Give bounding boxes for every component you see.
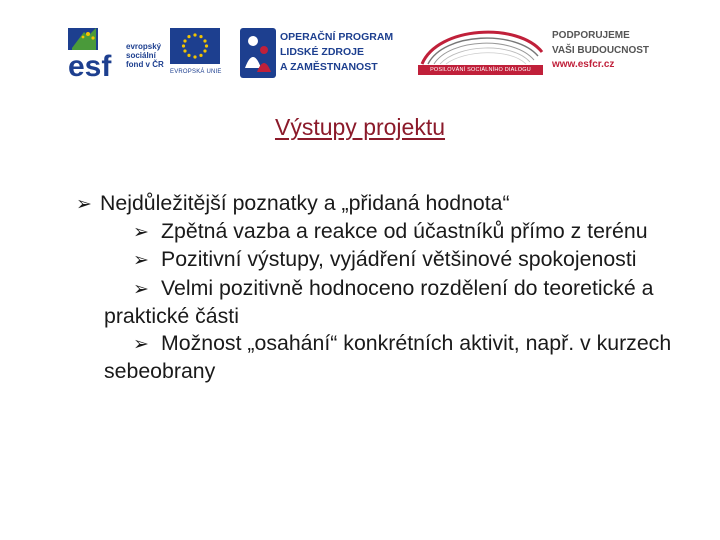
arrowhead-bullet-icon: ➢ [133,250,149,272]
sub-item-text: Zpětná vazba a reakce od účastníků přímo z terénu [161,219,648,244]
oplz-caption: OPERAČNÍ PROGRAM LIDSKÉ ZDROJE A ZAMĚSTNANOST [280,31,394,73]
sub-item [104,330,694,385]
esf-logo [66,24,226,80]
sub-item [104,246,674,274]
sub-item [104,275,684,330]
sub-item-text: Možnost „osahání“ konkrétních aktivit, např. v kurzech sebeobrany [104,331,672,384]
eu-caption: EVROPSKÁ UNIE [170,69,222,75]
support-slogan [552,28,702,84]
eu-flag-icon [170,28,220,64]
esf-caption: evropský sociální fond v ČR [126,42,164,69]
sub-item-text: Velmi pozitivně hodnoceno rozdělení do teoretické a praktické části [104,275,654,328]
arrowhead-bullet-icon: ➢ [133,334,149,356]
swoosh-icon [418,22,546,66]
support-url: www.esfcr.cz [552,59,615,70]
main-item-text: Nejdůležitější poznatky a „přidaná hodnota“ [100,191,510,215]
arrowhead-bullet-icon: ➢ [76,194,92,215]
logo-banner [0,0,720,100]
oplz-logo [240,24,415,80]
slogan-line-1: PODPORUJEME [552,30,630,41]
arrowhead-bullet-icon: ➢ [133,278,149,300]
people-icon [240,28,276,78]
slide-content [76,190,696,385]
sub-item-text: Pozitivní výstupy, vyjádření většinové spokojenosti [161,247,637,272]
esf-mark-icon [66,24,126,80]
dialog-band-label: POSILOVÁNÍ SOCIÁLNÍHO DIALOGU [418,65,543,75]
slogan-line-2: VAŠI BUDOUCNOST [552,45,650,56]
main-bullet [76,190,696,218]
arrowhead-bullet-icon: ➢ [133,222,149,244]
esf-mark-text: esf [68,50,112,80]
slide-title: Výstupy projektu [274,114,446,140]
social-dialogue-logo [418,22,546,78]
sub-item [133,218,693,246]
